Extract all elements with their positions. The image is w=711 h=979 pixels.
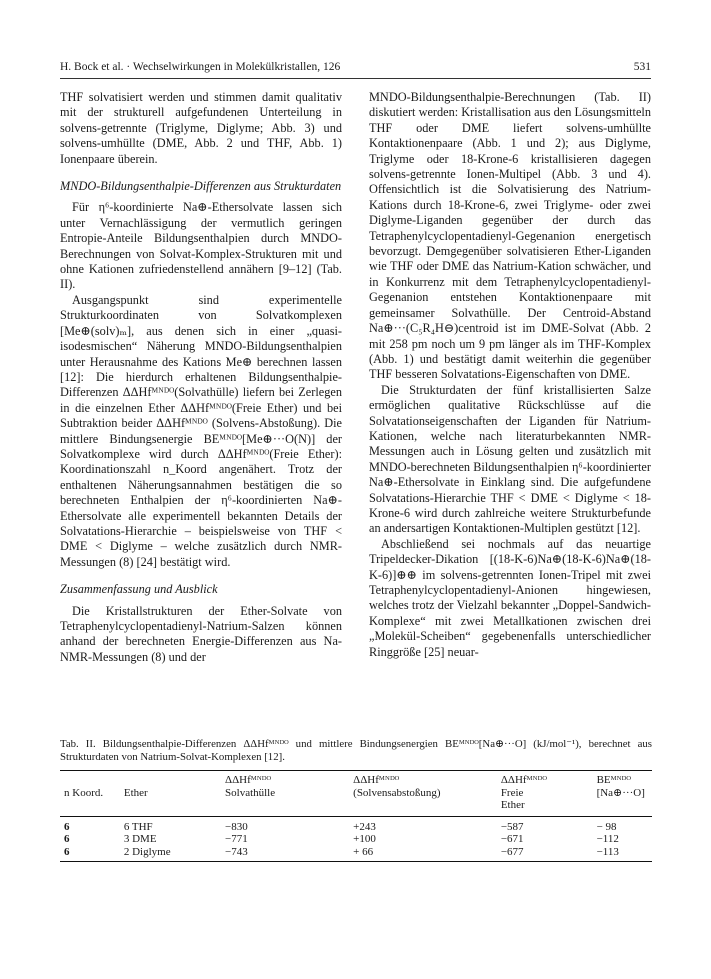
table-header-cell [593, 799, 652, 816]
running-title: H. Bock et al. · Wechselwirkungen in Molekülkristallen, 126 [60, 61, 341, 73]
table-header-cell [60, 799, 120, 816]
table-cell: 6 [64, 845, 70, 858]
table-header-cell: ΔΔHfᴹᴺᴰᴼ [349, 771, 497, 787]
table-header-cell [221, 799, 349, 816]
table-cell: −671 [500, 833, 524, 845]
table-cell: − 98 [596, 820, 617, 833]
table-header-cell: (Solvensabstoßung) [353, 786, 441, 799]
table-header-cell: ΔΔHfᴹᴺᴰᴼ [221, 771, 349, 787]
table-cell: 6 [64, 833, 70, 845]
table-cell: −830 [225, 820, 248, 833]
paragraph: Für η⁶-koordinierte Na⊕-Ethersolvate lassen sich unter Vernachlässigung der vermutlich geringen Entropie-Anteile Bildungsenthalpien durch MNDO-Berechnungen von Solvat-Komplex-Strukturen mit und ohne Kationen zufriedenstellend annähern [9–12] (Tab. II). [60, 200, 342, 292]
table-container [60, 770, 652, 862]
table-cell: −743 [225, 845, 248, 858]
table-header-cell: n Koord. [64, 786, 104, 799]
table-header-cell: Ether [497, 799, 593, 816]
paragraph: Ausgangspunkt sind experimentelle Strukturkoordinaten von Solvatkomplexen [Me⊕(solv)ₘ], aus denen sich in einer „quasi-isodesmischen“ Näherung MNDO-Bildungsenthalpien unter Herausnahme des Kations Me⊕ berechnen lassen [12]: Die hierdurch erhaltenen Bildungsenthalpie-Differenzen ΔΔHfᴹᴺᴰᴼ(Solvathülle) liefern bei Zerlegen in die einzelnen Ether ΔΔHfᴹᴺᴰᴼ(Freie Ether) und bei Subtraktion beider ΔΔHfᴹᴺᴰᴼ (Solvens-Abstoßung). Die mittlere Bindungsenergie BEᴹᴺᴰᴼ[Me⊕···O(N)] der Solvatkomplexe wird durch ΔΔHfᴹᴺᴰᴼ(Freie Ether): Koordinationszahl n_Koord angenähert. Trotz der enthaltenen Näherungsannahmen bestätigen die so berechneten Enthalpien der η⁶-koordinierten Na⊕-Ethersolvate alle experimentell bekannten Details der Solvatations-Hierarchie – beispielsweise von THF < DME < Diglyme – welche zusätzlich durch NMR-Messungen (8) [24] bestätigt wird. [60, 292, 342, 569]
paragraph: Abschließend sei nochmals auf das neuartige Tripeldecker-Dikation [(18-K-6)Na⊕(18-K-6)Na⊕(18-K-6)]⊕⊕ im solvens-getrennten Ionen-Tripel mit zwei Tetraphenylcyclopentadienyl-Anionen hingewiesen, welches trotz der Vielzahl bekannter „Doppel-Sandwich-Komplexe“ mit zwei Metallkationen zwischen drei „Molekül-Scheiben“ gegebenenfalls unterschiedlicher Ringgröße [25] neuar- [369, 536, 651, 659]
table-cell: 6 THF [123, 820, 153, 833]
table-header-cell: Freie [500, 786, 524, 799]
table-cell: −113 [596, 845, 619, 858]
table-header-cell [120, 771, 221, 787]
table-header-cell [120, 799, 221, 816]
table-header-cell [349, 799, 497, 816]
paragraph: MNDO-Bildungsenthalpie-Berechnungen (Tab. II) diskutiert werden: Kristallisation aus den Lösungsmitteln THF oder DME liefert solvens-umhüllte Kontaktionenpaare (Abb. 1 und 2); aus Diglyme, Triglyme oder 18-Krone-6 kristallisieren dagegen solvens-getrennte Ionen-Multipel (Abb. 3 und 4). Offensichtlich ist die Solvatisierung des Natrium-Kations durch 18-Krone-6, zwei Triglyme- oder zwei Diglyme-Liganden gegenüber der durch das Tetraphenylcyclopentadienyl-Gegenanion energetisch bevorzugt. Demgegenüber solvatisieren Ether-Liganden wie THF oder DME das Natrium-Kation schwächer, und in Konkurrenz mit dem Tetraphenylcyclopentadienyl-Gegenanion entstehen Kontaktionenpaare mit gemeinsamer Solvathülle. Der Centroid-Abstand Na⊕···(C₅R₄H⊖)centroid ist im DME-Solvat (Abb. 2 mit 258 pm noch um 9 pm länger als im THF-Komplex (Abb. 1) und bestätigt damit weiterhin die gegenüber THF besseren Solvatations-Eigenschaften von DME. [369, 90, 651, 382]
table-header-cell: [Na⊕···O] [596, 786, 645, 799]
table-row [60, 846, 652, 862]
table-header-cell: Ether [123, 786, 148, 799]
table-header-cell: ΔΔHfᴹᴺᴰᴼ [497, 771, 593, 787]
running-header [60, 60, 651, 79]
table-cell: +100 [353, 833, 376, 845]
table-cell: −112 [596, 833, 619, 845]
paragraph: Die Kristallstrukturen der Ether-Solvate von Tetraphenylcyclopentadienyl-Natrium-Salzen können anhand der berechneten Energie-Differenzen aus Na-NMR-Messungen (8) und der [60, 603, 342, 664]
table-cell: 2 Diglyme [123, 845, 171, 858]
table-header-cell: BEᴹᴺᴰᴼ [593, 771, 652, 787]
paragraph: Die Strukturdaten der fünf kristallisierten Salze ermöglichen qualitative Rückschlüsse auf die Solvatationseigenschaften der Liganden für Natrium-Kationen, welche nach literaturbekannten NMR-Messungen auch in Lösung gelten und zusätzlich mit MNDO-berechneten Bildungsenthalpien η⁶-koordinierter Na⊕-Ethersolvate in Einklang sind. Die aufgefundene Solvatations-Hierarchie THF < DME < Diglyme < 18-Krone-6 wird durch zahlreiche weitere Strukturbefunde an andersartigen Kontaktionen-Multiplen gestützt [12]. [369, 382, 651, 536]
right-column [369, 90, 651, 722]
table-cell: −587 [500, 820, 524, 833]
table-caption: Tab. II. Bildungsenthalpie-Differenzen ΔΔHfᴹᴺᴰᴼ und mittlere Bindungsenergien BEᴹᴺᴰᴼ[Na⊕···O] (kJ/mol⁻¹), berechnet aus Strukturdaten von Natrium-Solvat-Komplexen [12]. [60, 738, 652, 763]
paragraph: THF solvatisiert werden und stimmen damit qualitativ mit der strukturell aufgefundenen Unterteilung in solvens-getrennte (Triglyme, Diglyme; Abb. 3) und solvens-umhüllte (DME, Abb. 2 und THF, Abb. 1) Ionenpaare überein. [60, 90, 342, 166]
section-heading: Zusammenfassung und Ausblick [60, 582, 218, 597]
left-column [60, 90, 342, 722]
table-cell: 6 [64, 820, 70, 833]
table-cell: −677 [500, 845, 524, 858]
page-number: 531 [633, 61, 651, 73]
table-cell: 3 DME [123, 833, 157, 845]
table-cell: −771 [225, 833, 248, 845]
table-header-cell: Solvathülle [225, 786, 276, 799]
table-header-cell [60, 771, 120, 787]
table-row [60, 833, 652, 846]
data-table [60, 770, 652, 862]
table-row [60, 816, 652, 833]
section-heading: MNDO-Bildungsenthalpie-Differenzen aus Strukturdaten [60, 179, 342, 194]
table-cell: +243 [353, 820, 376, 833]
table-cell: + 66 [353, 845, 374, 858]
